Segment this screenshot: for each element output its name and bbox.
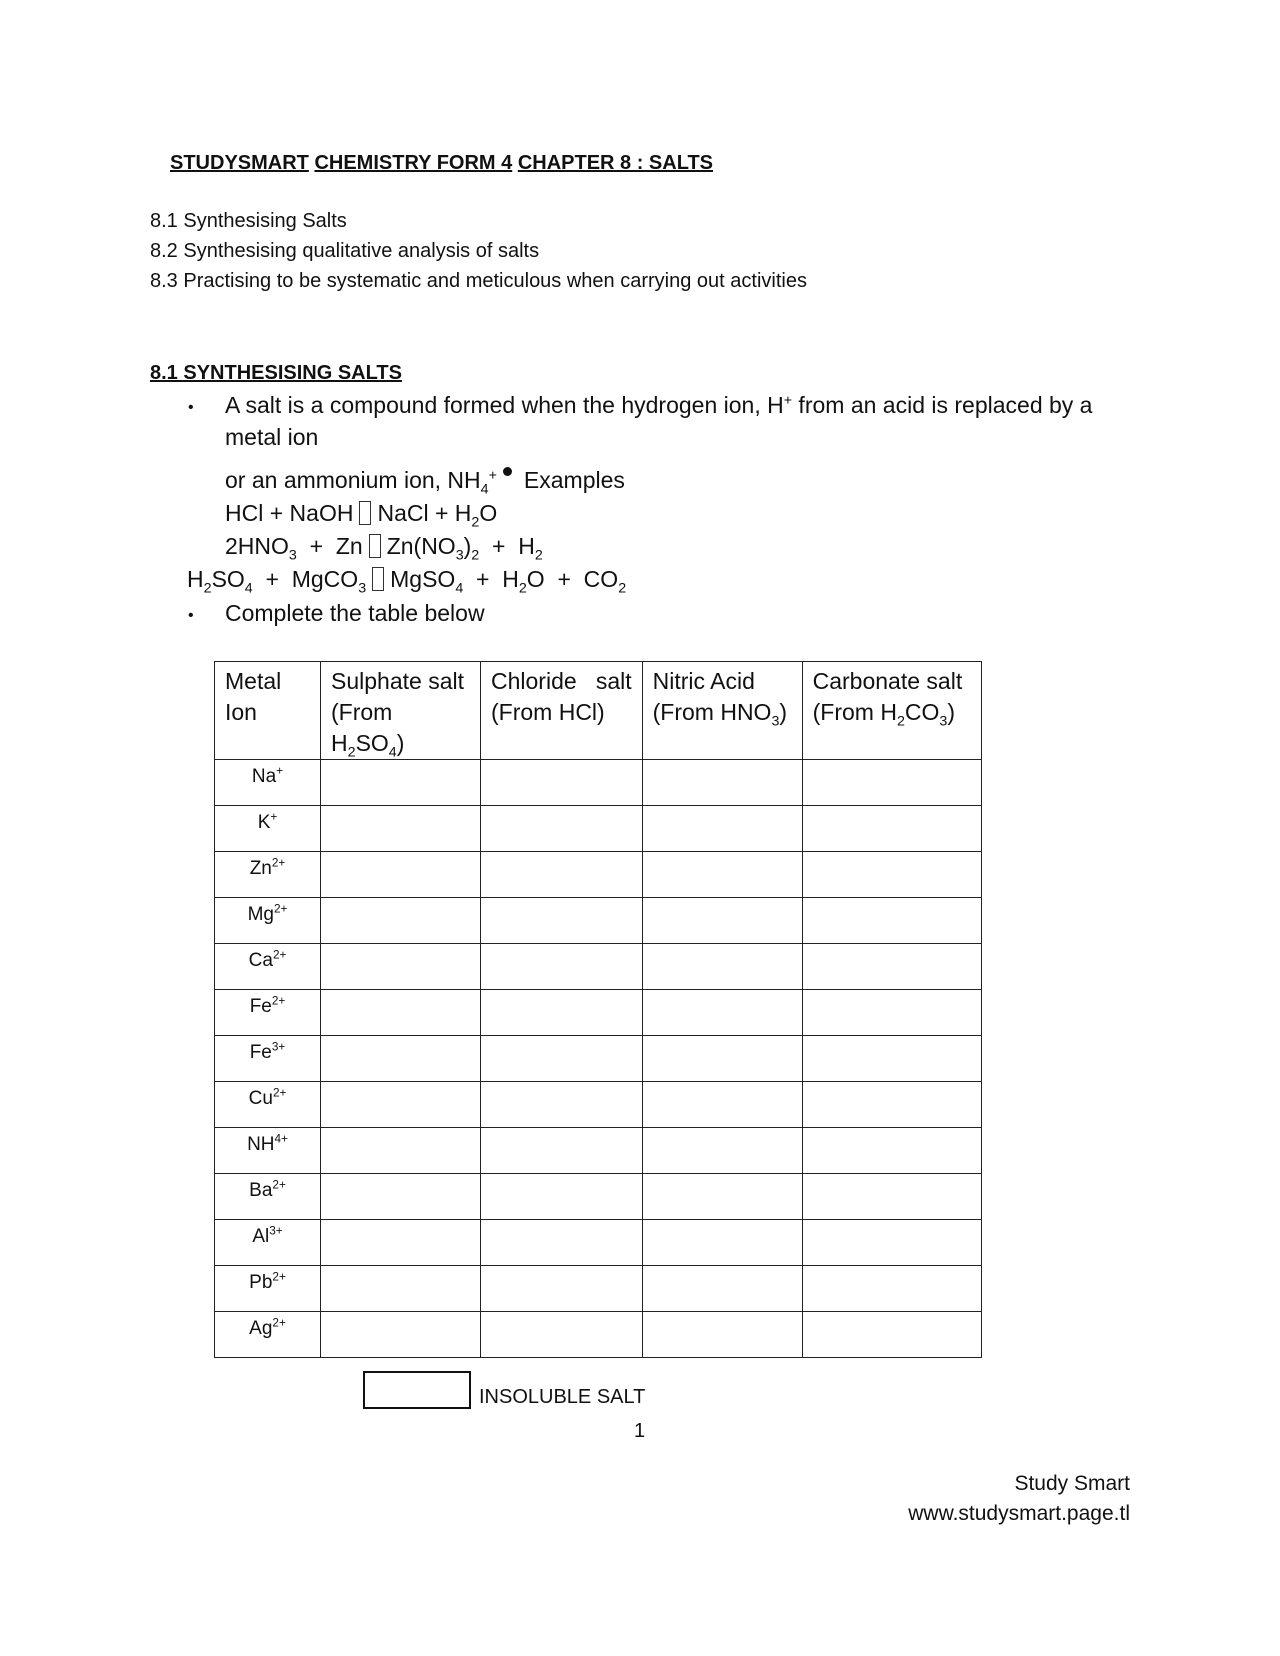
missing-arrow-glyph-icon [372,567,384,591]
table-row [215,1036,982,1082]
table-row [215,1128,982,1174]
nitric-answer-cell[interactable] [642,1128,802,1174]
document-title [170,152,713,175]
metal-ion-cell: $Fe^{2+}$ [215,990,321,1036]
title-part-chapter: CHAPTER 8 : SALTS [517,152,714,174]
sulphate-answer-cell[interactable] [321,898,481,944]
sulphate-answer-cell[interactable] [321,944,481,990]
header-sulphate-salt: Sulphate salt (From $H_2SO_4$) [321,662,481,760]
sulphate-answer-cell[interactable] [321,806,481,852]
section-heading: 8.1 SYNTHESISING SALTS [150,362,402,384]
metal-ion-cell: $Zn^{2+}$ [215,852,321,898]
header-metal-ion: Metal Ion [215,662,321,760]
toc-item-1: 8.1 Synthesising Salts [150,210,347,232]
table-row [215,1220,982,1266]
chloride-answer-cell[interactable] [481,1174,643,1220]
table-row [215,1312,982,1358]
metal-ion-cell: K+ [215,806,321,852]
nitric-answer-cell[interactable] [642,852,802,898]
metal-ion-cell: Na+ [215,760,321,806]
salts-table [214,661,982,1358]
metal-ion-cell: $NH^{4+}$ [215,1128,321,1174]
carbonate-answer-cell[interactable] [802,1082,981,1128]
metal-ion-cell: $Ca^{2+}$ [215,944,321,990]
table-row [215,898,982,944]
table-row [215,1174,982,1220]
footer-url: www.studysmart.page.tl [908,1502,1130,1525]
nitric-answer-cell[interactable] [642,1082,802,1128]
definition-line-2: metal ion [225,424,319,450]
nitric-answer-cell[interactable] [642,1174,802,1220]
nitric-answer-cell[interactable] [642,898,802,944]
carbonate-answer-cell[interactable] [802,1266,981,1312]
chloride-answer-cell[interactable] [481,1266,643,1312]
sulphate-answer-cell[interactable] [321,1266,481,1312]
chloride-answer-cell[interactable] [481,1036,643,1082]
sulphate-answer-cell[interactable] [321,990,481,1036]
table-row [215,990,982,1036]
carbonate-answer-cell[interactable] [802,990,981,1036]
header-chloride-salt: Chloride salt (From HCl) [481,662,643,760]
dot-symbol [503,467,512,476]
carbonate-answer-cell[interactable] [802,1036,981,1082]
missing-arrow-glyph-icon [369,534,381,558]
metal-ion-cell: $Ag^{2+}$ [215,1312,321,1358]
metal-ion-cell: $Al^{3+}$ [215,1220,321,1266]
sulphate-answer-cell[interactable] [321,1220,481,1266]
header-carbonate-salt: Carbonate salt (From $H_2CO_3$) [802,662,981,760]
chloride-answer-cell[interactable] [481,1220,643,1266]
metal-ion-cell: $Fe^{3+}$ [215,1036,321,1082]
sulphate-answer-cell[interactable] [321,760,481,806]
bullet-instruction: • [188,607,194,624]
definition-line-3: or an ammonium ion, $NH_4^+$ Examples [225,467,625,498]
chloride-answer-cell[interactable] [481,990,643,1036]
table-row [215,1266,982,1312]
carbonate-answer-cell[interactable] [802,944,981,990]
nitric-answer-cell[interactable] [642,806,802,852]
page-number: 1 [634,1420,646,1442]
metal-ion-cell: $Pb^{2+}$ [215,1266,321,1312]
carbonate-answer-cell[interactable] [802,852,981,898]
carbonate-answer-cell[interactable] [802,1128,981,1174]
table-header-row [215,662,982,760]
insoluble-salt-legend-label: INSOLUBLE SALT [479,1386,646,1408]
metal-ion-cell: $Mg^{2+}$ [215,898,321,944]
sulphate-answer-cell[interactable] [321,1128,481,1174]
carbonate-answer-cell[interactable] [802,806,981,852]
instruction-text: Complete the table below [225,600,485,626]
missing-arrow-glyph-icon [359,501,371,525]
bullet-definition: • [188,399,194,416]
equation-1: HCl + NaOH NaCl + $H_2O$ [225,500,498,531]
nitric-answer-cell[interactable] [642,1266,802,1312]
chloride-answer-cell[interactable] [481,1082,643,1128]
metal-ion-cell: $Cu^{2+}$ [215,1082,321,1128]
nitric-answer-cell[interactable] [642,1312,802,1358]
table-row [215,806,982,852]
chloride-answer-cell[interactable] [481,1128,643,1174]
sulphate-answer-cell[interactable] [321,1036,481,1082]
insoluble-salt-legend-box [363,1371,471,1409]
chloride-answer-cell[interactable] [481,944,643,990]
nitric-answer-cell[interactable] [642,1220,802,1266]
equation-3: $H_2SO_4$ + MgCO$_3$ MgSO$_4$ + $H_2O + CO_2$ [187,566,627,597]
footer-brand: Study Smart [1014,1472,1130,1495]
definition-line-1: A salt is a compound formed when the hydrogen ion, H+ from an acid is replaced by a [225,392,1093,418]
table-row [215,1082,982,1128]
metal-ion-cell: $Ba^{2+}$ [215,1174,321,1220]
nitric-answer-cell[interactable] [642,990,802,1036]
sulphate-answer-cell[interactable] [321,1312,481,1358]
nitric-answer-cell[interactable] [642,1036,802,1082]
chloride-answer-cell[interactable] [481,806,643,852]
chloride-answer-cell[interactable] [481,852,643,898]
header-nitric-acid: Nitric Acid (From $HNO_3$) [642,662,802,760]
carbonate-answer-cell[interactable] [802,1174,981,1220]
table-row [215,852,982,898]
equation-2: $2HNO_3 + Zn$ $Zn(NO_3)_2 + H_2$ [225,533,543,564]
chloride-answer-cell[interactable] [481,898,643,944]
toc-item-3: 8.3 Practising to be systematic and meticulous when carrying out activities [150,270,807,292]
carbonate-answer-cell[interactable] [802,1312,981,1358]
carbonate-answer-cell[interactable] [802,1220,981,1266]
table-row [215,944,982,990]
title-part-subject: CHEMISTRY FORM 4 [314,152,513,174]
table-row [215,760,982,806]
sulphate-answer-cell[interactable] [321,1082,481,1128]
title-part-studysmart: STUDYSMART [170,152,309,174]
nitric-answer-cell[interactable] [642,944,802,990]
toc-item-2: 8.2 Synthesising qualitative analysis of salts [150,240,540,262]
examples-label: Examples [523,467,625,493]
sulphate-answer-cell[interactable] [321,1174,481,1220]
chloride-answer-cell[interactable] [481,760,643,806]
carbonate-answer-cell[interactable] [802,898,981,944]
sulphate-answer-cell[interactable] [321,852,481,898]
nitric-answer-cell[interactable] [642,760,802,806]
chloride-answer-cell[interactable] [481,1312,643,1358]
carbonate-answer-cell[interactable] [802,760,981,806]
